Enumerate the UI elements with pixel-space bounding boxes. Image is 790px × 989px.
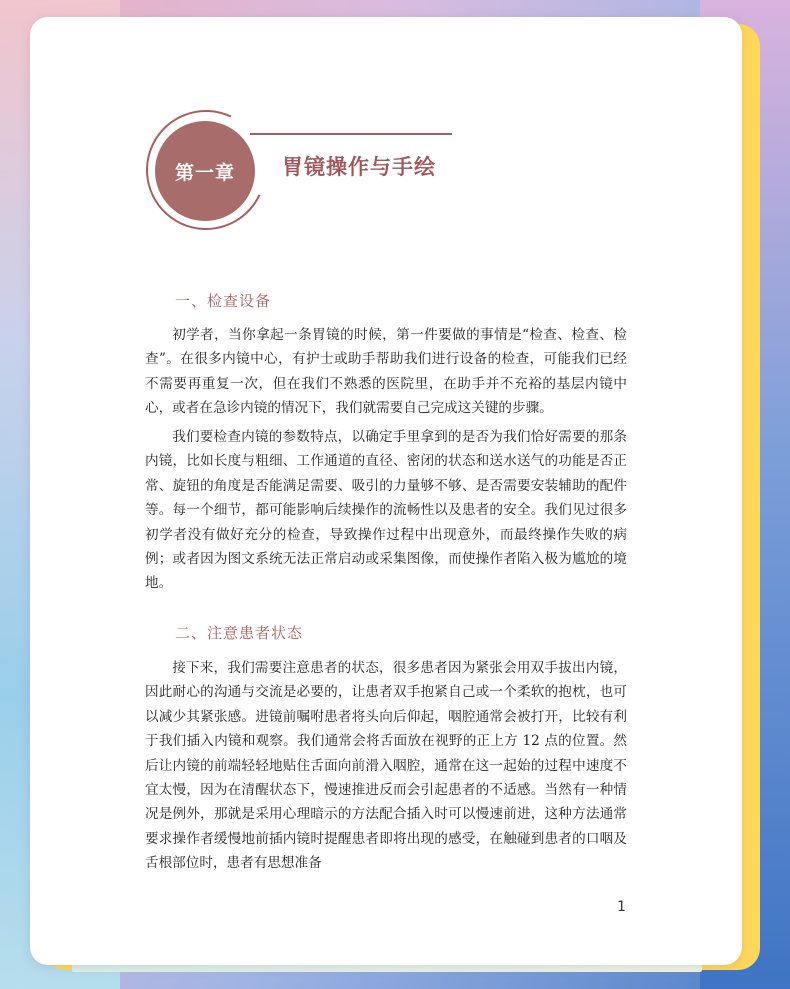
chapter-label: 第一章 <box>174 161 235 184</box>
chapter-title: 胃镜操作与手绘 <box>282 155 436 179</box>
section-heading-patient-state: 二、注意患者状态 <box>175 624 304 642</box>
paragraph: 接下来，我们需要注意患者的状态，很多患者因为紧张会用双手拔出内镜，因此耐心的沟通与交流是必要的，让患者双手抱紧自己或一个柔软的抱枕，也可以减少其紧张感。进镜前嘱咐患者将头向后仰起，咽腔通常会被打开，比较有利于我们插入内镜和观察。我们通常会将舌面放在视野的正上方 12 点的位置。然后让内镜的前端轻轻地贴住舌面向前滑入咽腔，通常在这一起始的过程中速度不宜太慢，因为在清醒状态下，慢速推进反而会引起患者的不适感。当然有一种情况是例外，那就是采用心理暗示的方法配合插入时可以慢速前进，这种方法通常要求操作者缓慢地前插内镜时提醒患者即将出现的感受，在触碰到患者的口咽及舌根部位时，患者有思想准备 <box>145 660 627 872</box>
chapter-title-rule <box>250 133 452 135</box>
chapter-badge <box>155 121 255 221</box>
page-number: 1 <box>617 899 626 915</box>
paragraph: 初学者，当你拿起一条胃镜的时候，第一件要做的事情是“检查、检查、检查”。在很多内镜中心，有护士或助手帮助我们进行设备的检查，可能我们已经不需要再重复一次，但在我们不熟悉的医院里，在助手并不充裕的基层内镜中心，或者在急诊内镜的情况下，我们就需要自己完成这关键的步骤。 <box>145 327 627 417</box>
paragraph: 我们要检查内镜的参数特点，以确定手里拿到的是否为我们恰好需要的那条内镜，比如长度与粗细、工作通道的直径、密闭的状态和送水送气的功能是否正常、旋钮的角度是否能满足需要、吸引的力量够不够、是否需要安装辅助的配件等。每一个细节，都可能影响后续操作的流畅性以及患者的安全。我们见过很多初学者没有做好充分的检查，导致操作过程中出现意外，而最终操作失败的病例；或者因为图文系统无法正常启动或采集图像，而使操作者陷入极为尴尬的境地。 <box>145 429 627 592</box>
section-heading-equipment: 一、检查设备 <box>175 292 272 310</box>
